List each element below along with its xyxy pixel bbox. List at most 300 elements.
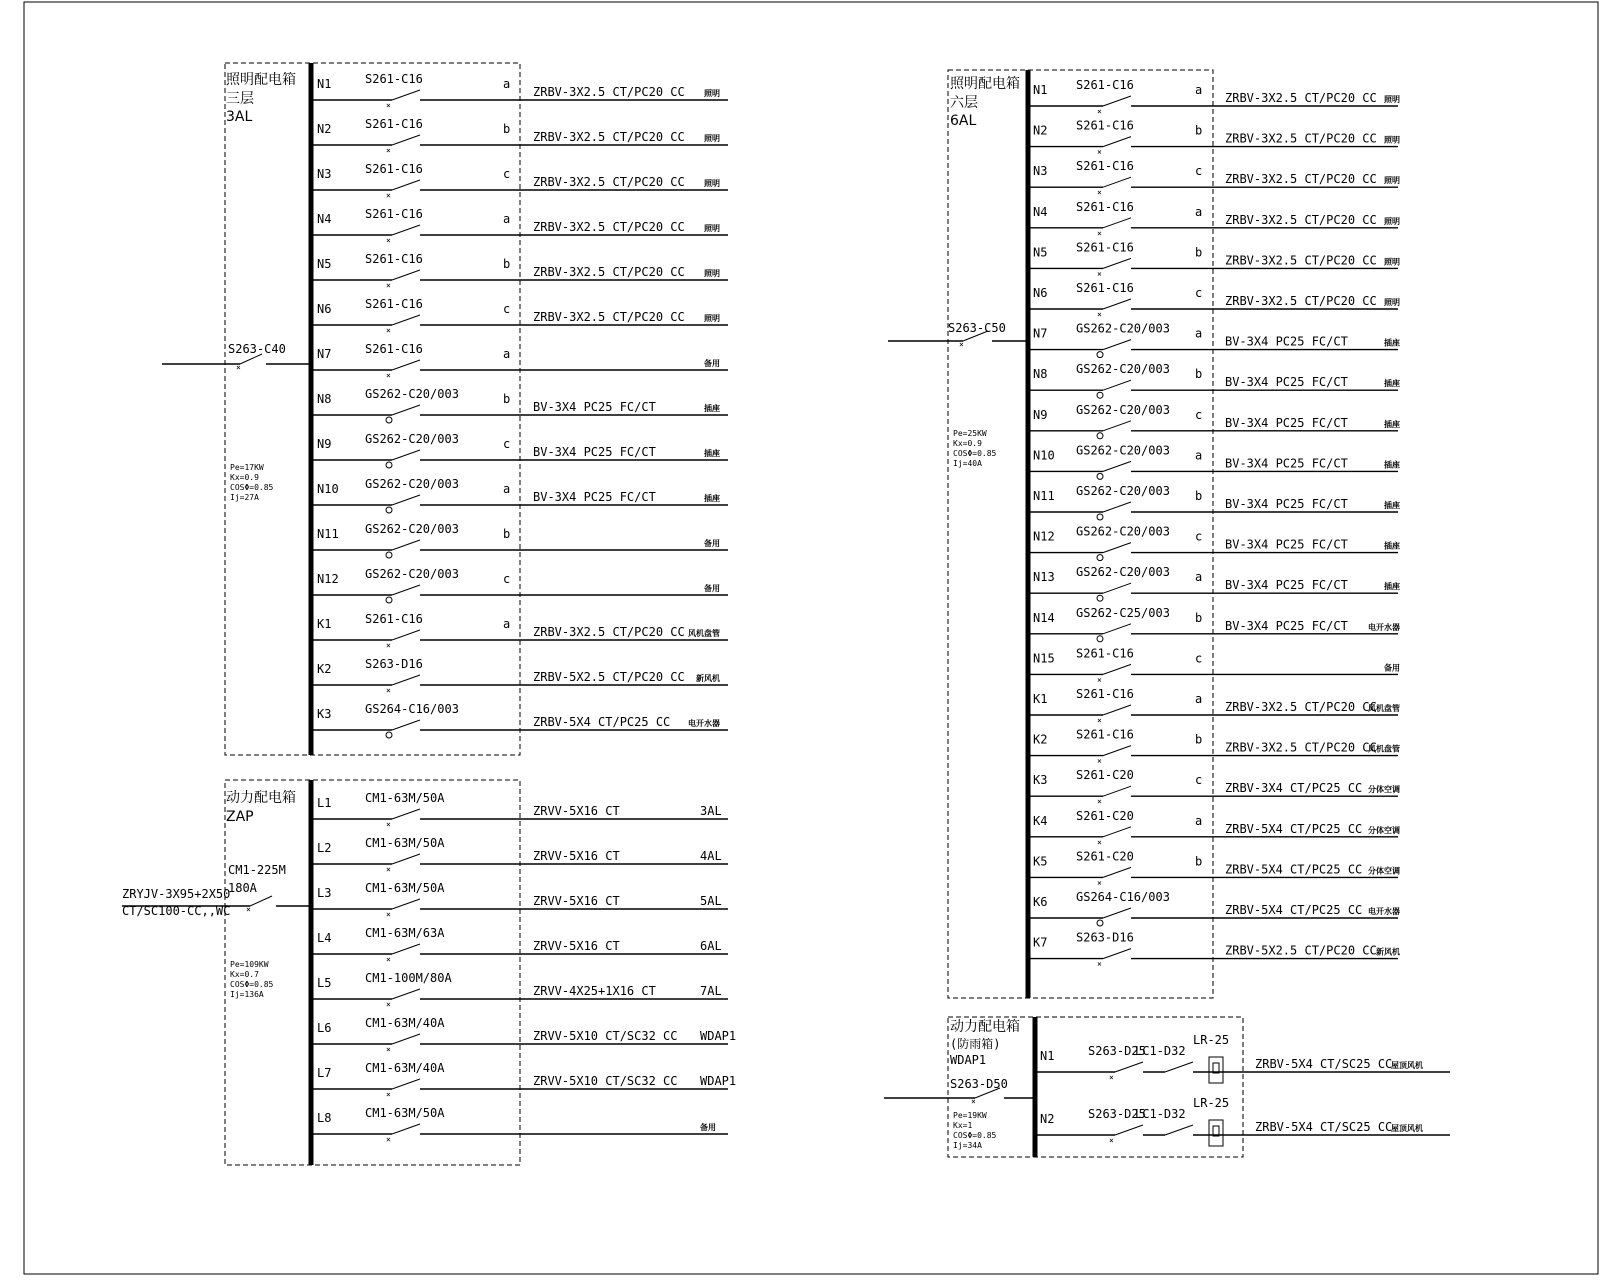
phase-label: b	[1195, 367, 1203, 382]
circuit-id: N8	[1033, 367, 1048, 382]
breaker-label: S261-C16	[365, 162, 423, 176]
circuit-id: N13	[1033, 570, 1055, 585]
breaker-switch	[1103, 461, 1131, 471]
contactor-label: LC1-D32	[1135, 1107, 1186, 1121]
phase-label: a	[503, 77, 511, 91]
panel-title-line: 动力配电箱	[950, 1019, 1020, 1035]
phase-label: b	[1195, 245, 1203, 260]
cable-label: BV-3X4 PC25 FC/CT	[1225, 375, 1348, 390]
circuit-row	[1028, 849, 1400, 887]
rcd-mark	[1097, 595, 1103, 601]
breaker-label: S261-C20	[1076, 768, 1134, 783]
circuit-id: N6	[317, 302, 332, 316]
rcd-mark	[386, 507, 392, 513]
circuit-row	[1028, 403, 1400, 439]
breaker-switch	[1103, 380, 1131, 390]
cable-label: ZRBV-3X2.5 CT/PC20 CC	[533, 625, 685, 639]
circuit-id: L6	[317, 1021, 332, 1035]
circuit-id: N1	[1033, 83, 1048, 97]
load-label: 照明	[704, 269, 720, 278]
circuit-id: N14	[1033, 610, 1055, 625]
breaker-mark: ×	[386, 326, 391, 335]
load-label: 电开水器	[1368, 907, 1400, 916]
breaker-mark: ×	[386, 910, 391, 919]
breaker-switch	[1103, 624, 1131, 634]
breaker-label: GS262-C20/003	[365, 432, 459, 446]
circuit-id: N6	[1033, 286, 1048, 300]
breaker-switch	[1103, 746, 1131, 756]
load-label: 照明	[704, 314, 720, 323]
breaker-mark: ×	[1097, 147, 1102, 157]
breaker-label: CM1-63M/50A	[365, 836, 445, 850]
breaker-label: S261-C16	[365, 252, 423, 266]
load-label: 备用	[704, 584, 720, 593]
load-label: 5AL	[700, 894, 722, 908]
breaker-label: S263-D25	[1088, 1107, 1146, 1121]
breaker-switch	[392, 405, 420, 415]
breaker-mark: ×	[386, 955, 391, 964]
load-label: 风机盘管	[1368, 704, 1400, 713]
load-label: 新风机	[696, 674, 720, 683]
phase-label: c	[503, 167, 511, 181]
load-calc-line: Ij=136A	[230, 990, 264, 999]
circuit-row	[1028, 200, 1400, 238]
load-calc-line: COSΦ=0.85	[953, 449, 997, 458]
rcd-mark	[1097, 473, 1103, 479]
load-label: 照明	[1384, 216, 1400, 226]
incoming-laying-label: CT/SC100-CC,,WC	[122, 904, 231, 918]
breaker-switch	[1103, 867, 1131, 877]
breaker-mark: ×	[1097, 959, 1102, 969]
breaker-switch	[392, 495, 420, 505]
cable-label: BV-3X4 PC25 FC/CT	[1225, 456, 1348, 471]
breaker-label: S263-D16	[365, 657, 423, 671]
breaker-label: GS262-C20/003	[1076, 565, 1170, 580]
circuit-id: K1	[1033, 692, 1048, 706]
load-calc-line: COSΦ=0.85	[230, 980, 274, 989]
cable-label: ZRBV-3X2.5 CT/PC20 CC	[1225, 131, 1377, 146]
breaker-switch	[1103, 543, 1131, 553]
breaker-label: S261-C16	[1076, 687, 1134, 701]
load-label: 备用	[704, 539, 720, 548]
incoming-switch-mark: ×	[971, 1097, 976, 1106]
breaker-switch	[1103, 705, 1131, 715]
incoming-rating-label: 180A	[228, 881, 257, 895]
breaker-mark: ×	[386, 281, 391, 290]
cable-label: ZRBV-3X2.5 CT/PC20 CC	[533, 265, 685, 279]
breaker-mark: ×	[1109, 1073, 1114, 1082]
load-label: 备用	[704, 359, 720, 368]
cable-label: ZRBV-3X2.5 CT/PC20 CC	[1225, 172, 1377, 187]
breaker-switch	[392, 135, 420, 145]
circuit-id: N2	[317, 122, 332, 136]
rcd-mark	[1097, 392, 1103, 398]
breaker-switch	[392, 225, 420, 235]
circuit-id: N9	[1033, 407, 1048, 422]
breaker-label: CM1-63M/50A	[365, 881, 445, 895]
breaker-label: GS262-C20/003	[1076, 524, 1170, 539]
thermal-relay	[1209, 1120, 1223, 1146]
circuit-id: N2	[1040, 1112, 1055, 1126]
incoming-switch	[250, 896, 272, 906]
breaker-label: GS262-C20/003	[1076, 362, 1170, 377]
circuit-id: K2	[1033, 732, 1048, 747]
phase-label: c	[1195, 164, 1203, 179]
cable-label: ZRBV-3X2.5 CT/PC20 CC	[1225, 212, 1377, 227]
breaker-mark: ×	[386, 1135, 391, 1144]
phase-label: a	[503, 347, 511, 361]
breaker-label: S261-C16	[365, 207, 423, 221]
circuit-id: N1	[317, 77, 332, 91]
load-label: 备用	[1384, 663, 1400, 673]
rcd-mark	[386, 462, 392, 468]
panel-zap	[122, 780, 736, 1165]
breaker-label: S261-C16	[365, 342, 423, 356]
circuit-row	[1028, 931, 1400, 969]
panel-title-line: (防雨箱)	[950, 1037, 1001, 1051]
load-label: 照明	[1384, 298, 1400, 307]
cable-label: ZRVV-5X16 CT	[533, 894, 620, 908]
circuit-id: N9	[317, 437, 332, 451]
cable-label: ZRVV-5X10 CT/SC32 CC	[533, 1029, 678, 1043]
incoming-switch-mark: ×	[246, 905, 251, 914]
circuit-id: L8	[317, 1111, 332, 1125]
load-label: 照明	[1384, 176, 1400, 186]
breaker-label: S261-C16	[1076, 727, 1134, 742]
circuit-row	[1028, 322, 1400, 358]
rcd-mark	[1097, 636, 1103, 642]
breaker-mark: ×	[1097, 878, 1102, 888]
breaker-switch	[392, 809, 420, 819]
phase-label: b	[503, 257, 511, 271]
breaker-label: S263-D16	[1076, 930, 1134, 945]
breaker-switch	[392, 1124, 420, 1134]
cable-label: ZRBV-3X2.5 CT/PC20 CC	[533, 175, 685, 189]
load-label: 屋顶风机	[1391, 1061, 1423, 1070]
cable-label: ZRVV-5X16 CT	[533, 804, 620, 818]
circuit-row	[1028, 159, 1400, 197]
breaker-switch	[1103, 299, 1131, 309]
breaker-switch	[1103, 786, 1131, 796]
circuit-row	[1028, 728, 1400, 766]
breaker-switch	[392, 899, 420, 909]
load-label: 风机盘管	[1368, 744, 1400, 754]
rcd-mark	[386, 552, 392, 558]
relay-label: LR-25	[1193, 1096, 1230, 1110]
breaker-label: S261-C16	[365, 612, 423, 626]
circuit-id: K3	[317, 707, 332, 721]
phase-label: a	[1195, 448, 1203, 463]
load-label: 分体空调	[1368, 785, 1400, 795]
breaker-mark: ×	[1109, 1136, 1114, 1145]
phase-label: a	[1195, 570, 1203, 585]
breaker-label: CM1-63M/63A	[365, 926, 445, 940]
contactor-label: LC1-D32	[1135, 1044, 1186, 1058]
load-label: 备用	[700, 1123, 716, 1132]
load-label: 插座	[704, 494, 720, 503]
breaker-label: S261-C16	[1076, 118, 1134, 133]
circuit-id: N7	[317, 347, 332, 361]
panel-title-line: 照明配电箱	[226, 72, 296, 88]
breaker-switch	[1103, 137, 1131, 147]
breaker-switch	[392, 1079, 420, 1089]
phase-label: c	[1195, 286, 1203, 300]
cable-label: BV-3X4 PC25 FC/CT	[1225, 415, 1348, 430]
breaker-switch	[392, 989, 420, 999]
cable-label: ZRBV-3X4 CT/PC25 CC	[1225, 781, 1363, 796]
load-label: 插座	[1384, 541, 1400, 551]
breaker-switch	[1103, 218, 1131, 228]
load-label: 4AL	[700, 849, 722, 863]
rcd-mark	[1097, 920, 1103, 926]
panel-title-line: 照明配电箱	[950, 76, 1020, 92]
breaker-label: GS262-C20/003	[1076, 443, 1170, 458]
drawing-frame	[24, 2, 1598, 1274]
phase-label: a	[503, 617, 511, 631]
rcd-mark	[1097, 555, 1103, 561]
load-calc-line: COSΦ=0.85	[953, 1131, 997, 1140]
panel-3al	[162, 63, 728, 755]
breaker-switch	[392, 360, 420, 370]
breaker-switch	[392, 854, 420, 864]
load-label: 照明	[704, 134, 720, 143]
circuit-row	[1028, 443, 1400, 479]
cable-label: ZRVV-4X25+1X16 CT	[533, 984, 656, 998]
cable-label: BV-3X4 PC25 FC/CT	[1225, 618, 1348, 633]
circuit-row	[1028, 565, 1400, 601]
contactor-switch	[1165, 1062, 1193, 1072]
breaker-mark: ×	[386, 236, 391, 245]
contactor-switch	[1165, 1125, 1193, 1135]
breaker-mark: ×	[386, 371, 391, 380]
breaker-label: S261-C20	[1076, 808, 1134, 823]
load-label: 插座	[704, 449, 720, 458]
cable-label: ZRVV-5X16 CT	[533, 849, 620, 863]
breaker-label: GS262-C20/003	[1076, 402, 1170, 417]
phase-label: b	[1195, 854, 1203, 869]
load-label: 插座	[1384, 419, 1400, 429]
breaker-switch	[1103, 177, 1131, 187]
cable-label: ZRBV-3X2.5 CT/PC20 CC	[1225, 740, 1377, 755]
breaker-label: GS264-C16/003	[365, 702, 459, 716]
circuit-id: K6	[1033, 895, 1048, 909]
breaker-switch	[392, 315, 420, 325]
circuit-id: N5	[1033, 245, 1048, 260]
load-label: 照明	[704, 179, 720, 188]
phase-label: b	[503, 527, 511, 541]
phase-label: c	[1195, 651, 1203, 666]
breaker-label: GS262-C20/003	[1076, 321, 1170, 336]
load-label: WDAP1	[700, 1029, 737, 1043]
circuit-row	[1028, 890, 1400, 926]
breaker-switch	[392, 270, 420, 280]
load-calc-line: Pe=109KW	[230, 960, 269, 969]
breaker-mark: ×	[1097, 188, 1102, 198]
breaker-label: S261-C16	[1076, 240, 1134, 255]
circuit-row	[1028, 281, 1400, 319]
load-label: 新风机	[1376, 947, 1400, 957]
breaker-label: S261-C16	[1076, 199, 1134, 214]
breaker-switch	[392, 944, 420, 954]
phase-label: c	[503, 572, 511, 586]
load-calc-line: Kx=1	[953, 1121, 973, 1130]
cable-label: ZRBV-5X4 CT/SC25 CC	[1255, 1057, 1393, 1071]
load-calc-line: Kx=0.7	[230, 970, 259, 979]
circuit-id: L1	[317, 796, 332, 810]
breaker-mark: ×	[386, 1045, 391, 1054]
circuit-row	[1028, 78, 1400, 116]
breaker-label: S261-C16	[1076, 646, 1134, 661]
cable-label: ZRBV-5X4 CT/PC25 CC	[533, 715, 671, 729]
load-calc-line: Kx=0.9	[230, 473, 259, 482]
load-label: 照明	[1384, 135, 1400, 145]
phase-label: a	[1195, 83, 1203, 97]
phase-label: b	[503, 122, 511, 136]
circuit-row	[311, 1016, 736, 1054]
breaker-switch	[1103, 583, 1131, 593]
load-label: 照明	[1384, 95, 1400, 104]
breaker-switch	[1103, 664, 1131, 674]
rcd-mark	[386, 597, 392, 603]
phase-label: c	[1195, 529, 1203, 544]
phase-label: c	[503, 302, 511, 316]
cable-label: BV-3X4 PC25 FC/CT	[1225, 578, 1348, 593]
circuit-id: K2	[317, 662, 332, 676]
breaker-label: S261-C16	[1076, 281, 1134, 295]
circuit-id: N2	[1033, 123, 1048, 138]
breaker-label: S263-D25	[1088, 1044, 1146, 1058]
incoming-breaker-label: CM1-225M	[228, 863, 286, 877]
breaker-mark: ×	[1097, 797, 1102, 807]
load-label: 分体空调	[1368, 866, 1400, 876]
circuit-id: L4	[317, 931, 332, 945]
circuit-id: L5	[317, 976, 332, 990]
incoming-breaker-label: S263-C40	[228, 342, 286, 356]
cable-label: ZRBV-3X2.5 CT/PC20 CC	[533, 130, 685, 144]
phase-label: a	[503, 212, 511, 226]
phase-label: a	[1195, 692, 1203, 706]
load-label: 照明	[704, 89, 720, 98]
cable-label: BV-3X4 PC25 FC/CT	[533, 490, 656, 504]
cable-label: ZRBV-3X2.5 CT/PC20 CC	[1225, 700, 1377, 714]
load-calc-line: Ij=27A	[230, 493, 259, 502]
cable-label: BV-3X4 PC25 FC/CT	[1225, 334, 1348, 349]
load-calc-line: Pe=25KW	[953, 429, 987, 438]
cable-label: ZRBV-5X2.5 CT/PC20 CC	[1225, 943, 1377, 958]
cable-label: ZRVV-5X10 CT/SC32 CC	[533, 1074, 678, 1088]
breaker-switch	[392, 675, 420, 685]
circuit-row	[1028, 362, 1400, 398]
phase-label: a	[1195, 204, 1203, 219]
circuit-row	[1028, 809, 1400, 847]
circuit-row	[1028, 119, 1400, 157]
breaker-mark: ×	[386, 1090, 391, 1099]
circuit-row	[311, 1061, 736, 1099]
load-label: WDAP1	[700, 1074, 737, 1088]
breaker-switch	[1115, 1125, 1143, 1135]
circuit-id: N11	[1033, 489, 1055, 503]
breaker-label: GS262-C25/003	[1076, 605, 1170, 620]
circuit-id: K7	[1033, 935, 1048, 950]
phase-label: b	[1195, 732, 1203, 747]
breaker-mark: ×	[386, 101, 391, 110]
phase-label: b	[1195, 123, 1203, 138]
circuit-id: N8	[317, 392, 332, 406]
circuit-id: N3	[1033, 164, 1048, 179]
load-calc-line: Pe=19KW	[953, 1111, 987, 1120]
load-label: 照明	[1384, 257, 1400, 267]
load-label: 6AL	[700, 939, 722, 953]
cable-label: ZRBV-5X4 CT/PC25 CC	[1225, 903, 1363, 917]
breaker-switch	[1103, 340, 1131, 350]
panel-title-line: 3AL	[226, 109, 253, 125]
breaker-mark: ×	[1097, 228, 1102, 238]
breaker-switch	[392, 450, 420, 460]
breaker-label: GS262-C20/003	[365, 522, 459, 536]
breaker-mark: ×	[1097, 716, 1102, 725]
cable-label: ZRVV-5X16 CT	[533, 939, 620, 953]
circuit-id: N7	[1033, 326, 1048, 341]
breaker-label: GS262-C20/003	[365, 567, 459, 581]
breaker-switch	[1103, 421, 1131, 431]
breaker-mark: ×	[386, 1000, 391, 1009]
circuit-id: L7	[317, 1066, 332, 1080]
breaker-switch	[392, 585, 420, 595]
breaker-label: CM1-63M/50A	[365, 1106, 445, 1120]
load-label: 分体空调	[1368, 825, 1400, 835]
breaker-mark: ×	[1097, 756, 1102, 766]
load-calc-line: Ij=34A	[953, 1141, 982, 1150]
breaker-label: CM1-100M/80A	[365, 971, 452, 985]
panel-title-line: 三层	[226, 91, 254, 107]
breaker-mark: ×	[386, 146, 391, 155]
circuit-id: K3	[1033, 773, 1048, 788]
incoming-switch-mark: ×	[959, 340, 964, 349]
breaker-label: CM1-63M/40A	[365, 1016, 445, 1030]
breaker-switch	[1103, 827, 1131, 837]
circuit-id: N4	[1033, 204, 1048, 219]
circuit-id: K4	[1033, 813, 1048, 828]
panel-title-line: ZAP	[226, 809, 254, 825]
phase-label: c	[1195, 773, 1203, 788]
cable-label: ZRBV-3X2.5 CT/PC20 CC	[1225, 253, 1377, 268]
circuit-id: L3	[317, 886, 332, 900]
load-label: 插座	[704, 404, 720, 413]
circuit-id: N10	[317, 482, 339, 496]
cable-label: ZRBV-3X2.5 CT/PC20 CC	[1225, 294, 1377, 308]
load-label: 屋顶风机	[1391, 1124, 1423, 1133]
phase-label: a	[1195, 813, 1203, 828]
breaker-switch	[1103, 949, 1131, 959]
circuit-id: N4	[317, 212, 332, 226]
load-label: 电开水器	[688, 719, 720, 728]
circuit-id: N12	[317, 572, 339, 586]
rcd-mark	[386, 732, 392, 738]
breaker-label: GS262-C20/003	[1076, 484, 1170, 498]
breaker-switch	[392, 1034, 420, 1044]
load-label: 3AL	[700, 804, 722, 818]
circuit-id: L2	[317, 841, 332, 855]
breaker-label: GS262-C20/003	[365, 477, 459, 491]
breaker-switch	[392, 90, 420, 100]
breaker-mark: ×	[1097, 269, 1102, 279]
panel-title-line: 动力配电箱	[226, 790, 296, 806]
phase-label: c	[503, 437, 511, 451]
load-calc-line: Ij=40A	[953, 459, 982, 468]
breaker-label: CM1-63M/50A	[365, 791, 445, 805]
circuit-id: N12	[1033, 529, 1055, 544]
circuit-id: N1	[1040, 1049, 1055, 1063]
